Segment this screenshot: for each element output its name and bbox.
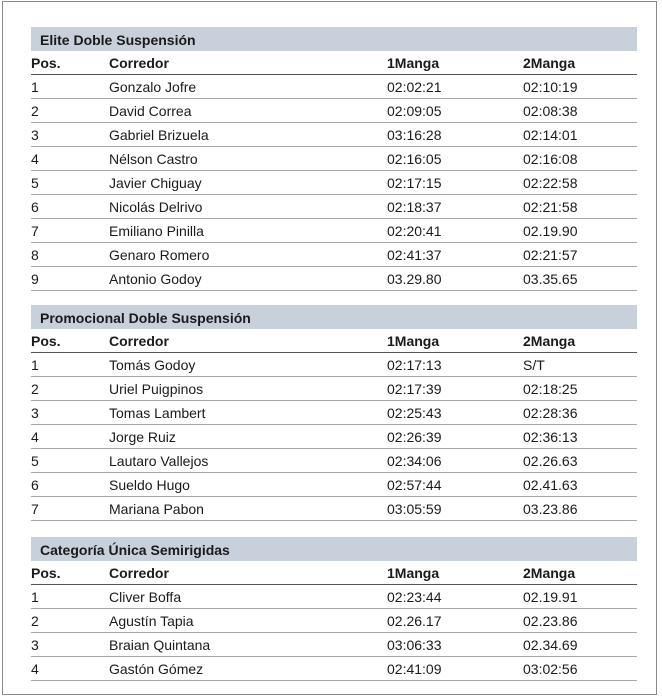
table-row bbox=[31, 585, 637, 609]
cell-run1: 02:34:06 bbox=[387, 449, 523, 473]
cell-rider: Lautaro Vallejos bbox=[109, 449, 387, 473]
col-header-pos: Pos. bbox=[31, 51, 109, 75]
cell-pos: 6 bbox=[31, 195, 109, 219]
results-table bbox=[31, 561, 637, 681]
cell-run2: 02:10:19 bbox=[523, 75, 637, 99]
cell-pos: 2 bbox=[31, 609, 109, 633]
cell-run2: 02:14:01 bbox=[523, 123, 637, 147]
cell-rider: Antonio Godoy bbox=[109, 267, 387, 291]
col-header-pos: Pos. bbox=[31, 561, 109, 585]
table-row bbox=[31, 75, 637, 99]
cell-pos: 1 bbox=[31, 585, 109, 609]
cell-run1: 02:23:44 bbox=[387, 585, 523, 609]
cell-run2: 03.23.86 bbox=[523, 497, 637, 521]
cell-pos: 5 bbox=[31, 449, 109, 473]
cell-rider: Gastón Gómez bbox=[109, 657, 387, 681]
cell-pos: 8 bbox=[31, 243, 109, 267]
cell-run2: 02:21:57 bbox=[523, 243, 637, 267]
table-row bbox=[31, 425, 637, 449]
table-row bbox=[31, 99, 637, 123]
section-promocional bbox=[31, 305, 637, 521]
cell-run1: 02:20:41 bbox=[387, 219, 523, 243]
table-row bbox=[31, 633, 637, 657]
cell-rider: Uriel Puigpinos bbox=[109, 377, 387, 401]
col-header-rider: Corredor bbox=[109, 561, 387, 585]
table-row bbox=[31, 473, 637, 497]
cell-run1: 03:05:59 bbox=[387, 497, 523, 521]
cell-rider: Agustín Tapia bbox=[109, 609, 387, 633]
col-header-run1: 1Manga bbox=[387, 51, 523, 75]
cell-rider: Javier Chiguay bbox=[109, 171, 387, 195]
cell-run1: 03:06:33 bbox=[387, 633, 523, 657]
section-semirigidas bbox=[31, 537, 637, 681]
results-table bbox=[31, 329, 637, 521]
cell-run2: 02.41.63 bbox=[523, 473, 637, 497]
cell-run1: 02:17:39 bbox=[387, 377, 523, 401]
cell-rider: Genaro Romero bbox=[109, 243, 387, 267]
cell-run2: 02:36:13 bbox=[523, 425, 637, 449]
cell-pos: 3 bbox=[31, 401, 109, 425]
cell-pos: 4 bbox=[31, 657, 109, 681]
cell-run2: S/T bbox=[523, 353, 637, 377]
cell-rider: Tomas Lambert bbox=[109, 401, 387, 425]
cell-run1: 03.29.80 bbox=[387, 267, 523, 291]
table-row bbox=[31, 657, 637, 681]
cell-run2: 02:08:38 bbox=[523, 99, 637, 123]
cell-rider: Emiliano Pinilla bbox=[109, 219, 387, 243]
cell-run1: 03:16:28 bbox=[387, 123, 523, 147]
cell-run2: 02.34.69 bbox=[523, 633, 637, 657]
cell-rider: Cliver Boffa bbox=[109, 585, 387, 609]
cell-pos: 4 bbox=[31, 147, 109, 171]
cell-run2: 02:28:36 bbox=[523, 401, 637, 425]
section-title: Promocional Doble Suspensión bbox=[31, 305, 637, 329]
cell-rider: Gabriel Brizuela bbox=[109, 123, 387, 147]
table-row bbox=[31, 147, 637, 171]
col-header-run1: 1Manga bbox=[387, 329, 523, 353]
cell-pos: 7 bbox=[31, 497, 109, 521]
cell-pos: 3 bbox=[31, 633, 109, 657]
header-row bbox=[31, 561, 637, 585]
cell-run2: 03:02:56 bbox=[523, 657, 637, 681]
col-header-pos: Pos. bbox=[31, 329, 109, 353]
col-header-run1: 1Manga bbox=[387, 561, 523, 585]
cell-pos: 5 bbox=[31, 171, 109, 195]
cell-run1: 02:26:39 bbox=[387, 425, 523, 449]
cell-rider: Nélson Castro bbox=[109, 147, 387, 171]
cell-rider: David Correa bbox=[109, 99, 387, 123]
col-header-run2: 2Manga bbox=[523, 329, 637, 353]
cell-run2: 03.35.65 bbox=[523, 267, 637, 291]
header-row bbox=[31, 51, 637, 75]
cell-rider: Sueldo Hugo bbox=[109, 473, 387, 497]
cell-rider: Jorge Ruiz bbox=[109, 425, 387, 449]
cell-rider: Tomás Godoy bbox=[109, 353, 387, 377]
section-title: Elite Doble Suspensión bbox=[31, 27, 637, 51]
col-header-run2: 2Manga bbox=[523, 51, 637, 75]
section-title: Categoría Única Semirigidas bbox=[31, 537, 637, 561]
table-row bbox=[31, 377, 637, 401]
results-frame bbox=[2, 1, 657, 695]
col-header-run2: 2Manga bbox=[523, 561, 637, 585]
cell-run2: 02.23.86 bbox=[523, 609, 637, 633]
cell-run2: 02.26.63 bbox=[523, 449, 637, 473]
cell-pos: 7 bbox=[31, 219, 109, 243]
cell-pos: 3 bbox=[31, 123, 109, 147]
table-row bbox=[31, 449, 637, 473]
cell-rider: Mariana Pabon bbox=[109, 497, 387, 521]
table-row bbox=[31, 497, 637, 521]
cell-rider: Braian Quintana bbox=[109, 633, 387, 657]
cell-pos: 1 bbox=[31, 353, 109, 377]
cell-run2: 02:21:58 bbox=[523, 195, 637, 219]
cell-pos: 6 bbox=[31, 473, 109, 497]
table-row bbox=[31, 219, 637, 243]
table-row bbox=[31, 353, 637, 377]
cell-rider: Gonzalo Jofre bbox=[109, 75, 387, 99]
cell-run1: 02:18:37 bbox=[387, 195, 523, 219]
col-header-rider: Corredor bbox=[109, 51, 387, 75]
table-row bbox=[31, 195, 637, 219]
section-elite bbox=[31, 27, 637, 291]
cell-pos: 9 bbox=[31, 267, 109, 291]
cell-run1: 02:17:15 bbox=[387, 171, 523, 195]
cell-run2: 02.19.91 bbox=[523, 585, 637, 609]
cell-pos: 2 bbox=[31, 377, 109, 401]
cell-pos: 1 bbox=[31, 75, 109, 99]
cell-run1: 02:16:05 bbox=[387, 147, 523, 171]
cell-pos: 2 bbox=[31, 99, 109, 123]
cell-pos: 4 bbox=[31, 425, 109, 449]
cell-run1: 02:09:05 bbox=[387, 99, 523, 123]
table-row bbox=[31, 243, 637, 267]
cell-rider: Nicolás Delrivo bbox=[109, 195, 387, 219]
results-table bbox=[31, 51, 637, 291]
header-row bbox=[31, 329, 637, 353]
cell-run2: 02:16:08 bbox=[523, 147, 637, 171]
cell-run2: 02:18:25 bbox=[523, 377, 637, 401]
cell-run1: 02.26.17 bbox=[387, 609, 523, 633]
cell-run1: 02:41:09 bbox=[387, 657, 523, 681]
table-row bbox=[31, 267, 637, 291]
cell-run1: 02:02:21 bbox=[387, 75, 523, 99]
cell-run2: 02.19.90 bbox=[523, 219, 637, 243]
cell-run1: 02:25:43 bbox=[387, 401, 523, 425]
table-row bbox=[31, 401, 637, 425]
cell-run1: 02:41:37 bbox=[387, 243, 523, 267]
cell-run1: 02:17:13 bbox=[387, 353, 523, 377]
table-row bbox=[31, 123, 637, 147]
cell-run1: 02:57:44 bbox=[387, 473, 523, 497]
col-header-rider: Corredor bbox=[109, 329, 387, 353]
table-row bbox=[31, 171, 637, 195]
cell-run2: 02:22:58 bbox=[523, 171, 637, 195]
table-row bbox=[31, 609, 637, 633]
